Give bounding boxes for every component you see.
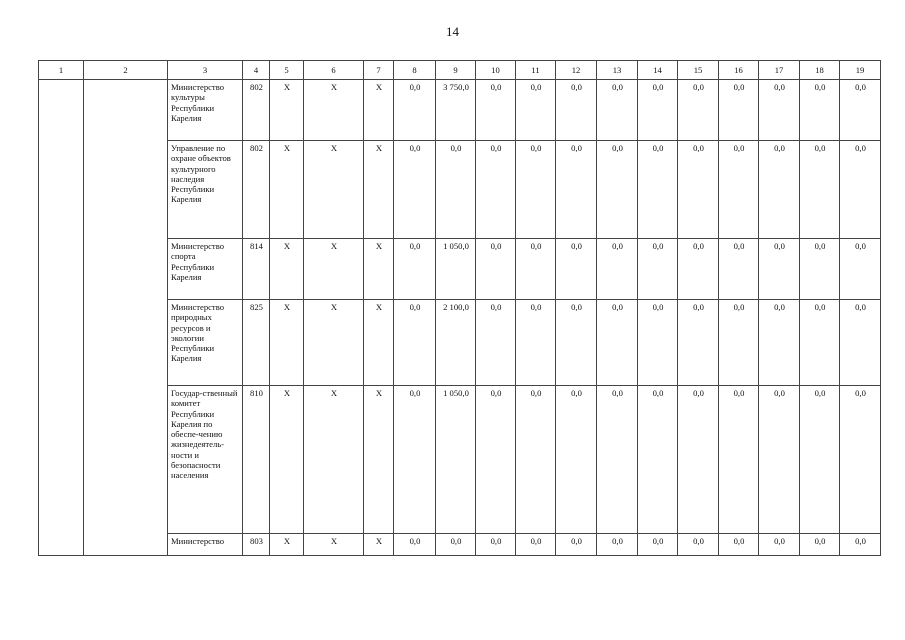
value-cell-col-4: 803 (243, 534, 270, 556)
value-cell-col-8: 0,0 (394, 239, 436, 300)
value-cell-col-8: 0,0 (394, 300, 436, 386)
value-cell-col-14: 0,0 (638, 141, 678, 239)
value-cell-col-5: X (270, 534, 304, 556)
column-header-5: 5 (270, 61, 304, 80)
value-cell-col-11: 0,0 (516, 534, 556, 556)
value-cell-col-7: X (364, 386, 394, 534)
value-cell-col-17: 0,0 (759, 534, 800, 556)
value-cell-col-16: 0,0 (719, 141, 759, 239)
column-header-10: 10 (476, 61, 516, 80)
column-header-12: 12 (556, 61, 597, 80)
value-cell-col-18: 0,0 (800, 141, 840, 239)
value-cell-col-7: X (364, 534, 394, 556)
value-cell-col-7: X (364, 141, 394, 239)
value-cell-col-6: X (304, 239, 364, 300)
value-cell-col-11: 0,0 (516, 80, 556, 141)
value-cell-col-5: X (270, 80, 304, 141)
organization-name-cell: Министерство спорта Республики Карелия (168, 239, 243, 300)
table-row (39, 80, 881, 141)
organization-name-cell: Министерство культуры Республики Карелия (168, 80, 243, 141)
value-cell-col-13: 0,0 (597, 534, 638, 556)
col-1-cell (39, 80, 84, 556)
value-cell-col-18: 0,0 (800, 300, 840, 386)
value-cell-col-14: 0,0 (638, 300, 678, 386)
column-header-2: 2 (84, 61, 168, 80)
value-cell-col-4: 802 (243, 141, 270, 239)
value-cell-col-7: X (364, 80, 394, 141)
value-cell-col-17: 0,0 (759, 386, 800, 534)
value-cell-col-11: 0,0 (516, 141, 556, 239)
column-header-15: 15 (678, 61, 719, 80)
value-cell-col-6: X (304, 300, 364, 386)
value-cell-col-12: 0,0 (556, 239, 597, 300)
value-cell-col-19: 0,0 (840, 386, 881, 534)
value-cell-col-13: 0,0 (597, 141, 638, 239)
value-cell-col-9: 2 100,0 (436, 300, 476, 386)
value-cell-col-6: X (304, 141, 364, 239)
value-cell-col-18: 0,0 (800, 534, 840, 556)
value-cell-col-17: 0,0 (759, 80, 800, 141)
value-cell-col-4: 802 (243, 80, 270, 141)
value-cell-col-18: 0,0 (800, 239, 840, 300)
column-header-1: 1 (39, 61, 84, 80)
value-cell-col-10: 0,0 (476, 239, 516, 300)
value-cell-col-16: 0,0 (719, 386, 759, 534)
value-cell-col-13: 0,0 (597, 239, 638, 300)
value-cell-col-12: 0,0 (556, 141, 597, 239)
column-header-18: 18 (800, 61, 840, 80)
value-cell-col-15: 0,0 (678, 141, 719, 239)
value-cell-col-15: 0,0 (678, 386, 719, 534)
header-row (39, 61, 881, 80)
value-cell-col-8: 0,0 (394, 534, 436, 556)
value-cell-col-15: 0,0 (678, 300, 719, 386)
value-cell-col-13: 0,0 (597, 386, 638, 534)
value-cell-col-17: 0,0 (759, 300, 800, 386)
column-header-14: 14 (638, 61, 678, 80)
value-cell-col-5: X (270, 300, 304, 386)
column-header-8: 8 (394, 61, 436, 80)
value-cell-col-13: 0,0 (597, 80, 638, 141)
column-header-13: 13 (597, 61, 638, 80)
value-cell-col-17: 0,0 (759, 239, 800, 300)
value-cell-col-10: 0,0 (476, 80, 516, 141)
value-cell-col-5: X (270, 386, 304, 534)
value-cell-col-7: X (364, 239, 394, 300)
value-cell-col-9: 1 050,0 (436, 386, 476, 534)
value-cell-col-10: 0,0 (476, 300, 516, 386)
value-cell-col-12: 0,0 (556, 80, 597, 141)
column-header-11: 11 (516, 61, 556, 80)
value-cell-col-18: 0,0 (800, 80, 840, 141)
value-cell-col-19: 0,0 (840, 534, 881, 556)
value-cell-col-10: 0,0 (476, 534, 516, 556)
value-cell-col-13: 0,0 (597, 300, 638, 386)
column-header-7: 7 (364, 61, 394, 80)
value-cell-col-14: 0,0 (638, 386, 678, 534)
value-cell-col-19: 0,0 (840, 300, 881, 386)
value-cell-col-4: 810 (243, 386, 270, 534)
value-cell-col-12: 0,0 (556, 386, 597, 534)
value-cell-col-16: 0,0 (719, 534, 759, 556)
value-cell-col-19: 0,0 (840, 239, 881, 300)
column-header-6: 6 (304, 61, 364, 80)
value-cell-col-6: X (304, 386, 364, 534)
value-cell-col-11: 0,0 (516, 300, 556, 386)
value-cell-col-5: X (270, 239, 304, 300)
organization-name-cell: Министерство (168, 534, 243, 556)
column-header-19: 19 (840, 61, 881, 80)
value-cell-col-11: 0,0 (516, 386, 556, 534)
organization-name-cell: Управление по охране объектов культурного наследия Республики Карелия (168, 141, 243, 239)
organization-name-cell: Министерство природных ресурсов и экологии Республики Карелия (168, 300, 243, 386)
value-cell-col-16: 0,0 (719, 239, 759, 300)
value-cell-col-4: 814 (243, 239, 270, 300)
value-cell-col-15: 0,0 (678, 239, 719, 300)
column-header-16: 16 (719, 61, 759, 80)
organization-name-cell: Государ-ственный комитет Республики Карелия по обеспе-чению жизнедеятель-ности и безопасности населения (168, 386, 243, 534)
value-cell-col-8: 0,0 (394, 141, 436, 239)
value-cell-col-4: 825 (243, 300, 270, 386)
column-header-9: 9 (436, 61, 476, 80)
value-cell-col-19: 0,0 (840, 80, 881, 141)
column-header-17: 17 (759, 61, 800, 80)
value-cell-col-6: X (304, 534, 364, 556)
value-cell-col-19: 0,0 (840, 141, 881, 239)
value-cell-col-9: 3 750,0 (436, 80, 476, 141)
value-cell-col-18: 0,0 (800, 386, 840, 534)
value-cell-col-17: 0,0 (759, 141, 800, 239)
value-cell-col-15: 0,0 (678, 80, 719, 141)
value-cell-col-9: 1 050,0 (436, 239, 476, 300)
value-cell-col-14: 0,0 (638, 80, 678, 141)
column-header-3: 3 (168, 61, 243, 80)
value-cell-col-10: 0,0 (476, 386, 516, 534)
value-cell-col-12: 0,0 (556, 300, 597, 386)
value-cell-col-8: 0,0 (394, 386, 436, 534)
value-cell-col-14: 0,0 (638, 239, 678, 300)
value-cell-col-14: 0,0 (638, 534, 678, 556)
value-cell-col-8: 0,0 (394, 80, 436, 141)
page-number: 14 (446, 24, 459, 39)
value-cell-col-12: 0,0 (556, 534, 597, 556)
value-cell-col-11: 0,0 (516, 239, 556, 300)
col-2-cell (84, 80, 168, 556)
value-cell-col-5: X (270, 141, 304, 239)
value-cell-col-7: X (364, 300, 394, 386)
column-header-4: 4 (243, 61, 270, 80)
value-cell-col-16: 0,0 (719, 300, 759, 386)
value-cell-col-9: 0,0 (436, 534, 476, 556)
budget-table (38, 60, 881, 556)
value-cell-col-15: 0,0 (678, 534, 719, 556)
value-cell-col-10: 0,0 (476, 141, 516, 239)
value-cell-col-16: 0,0 (719, 80, 759, 141)
value-cell-col-6: X (304, 80, 364, 141)
value-cell-col-9: 0,0 (436, 141, 476, 239)
